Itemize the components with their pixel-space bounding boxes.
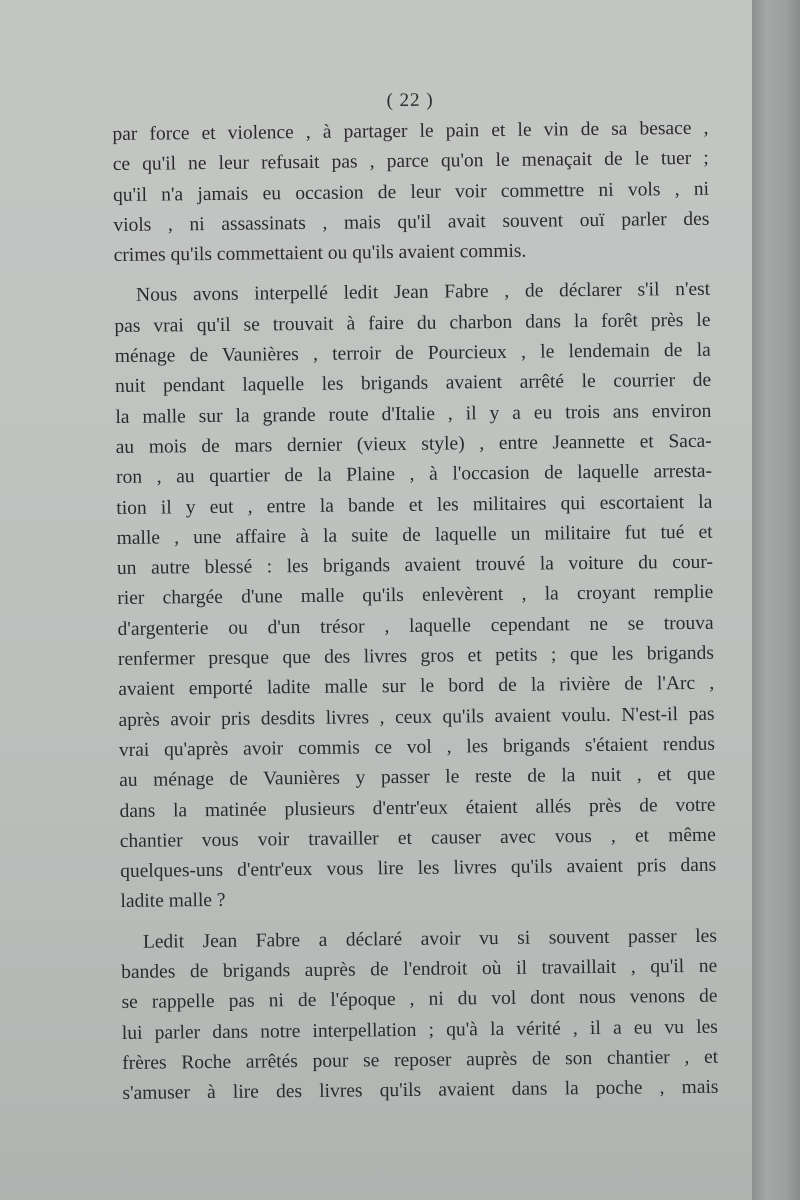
text-line: au ménage de Vaunières y passer le reste de la nuit , et que bbox=[119, 763, 716, 792]
paragraph-1 bbox=[112, 114, 710, 272]
text-line: se rappelle pas ni de l'époque , ni du vol dont nous venons de bbox=[121, 986, 718, 1014]
text-line: malle , une affaire à la suite de laquelle un militaire fut tué et bbox=[116, 521, 713, 549]
text-line: viols , ni assassinats , mais qu'il avait souvent ouï parler des bbox=[113, 208, 710, 236]
text-line: chantier vous voir travailler et causer avec vous , et même bbox=[119, 824, 716, 852]
text-line: tion il y eut , entre la bande et les militaires qui escortaient la bbox=[116, 491, 713, 519]
text-line: ménage de Vaunières , terroir de Pourcieux , le lendemain de la bbox=[114, 339, 711, 368]
text-line: quelques-uns d'entr'eux vous lire les livres qu'ils avaient pris dans bbox=[120, 854, 717, 883]
paragraph-2 bbox=[114, 275, 717, 917]
text-line: par force et violence , à partager le pain et le vin de sa besace , bbox=[112, 117, 709, 145]
text-line: bandes de brigands auprès de l'endroit où il travaillait , qu'il ne bbox=[121, 955, 718, 983]
text-line: d'argenterie ou d'un trésor , laquelle cependant ne se trouva bbox=[117, 612, 714, 640]
text-line: au mois de mars dernier (vieux style) , entre Jeannette et Saca- bbox=[115, 430, 712, 458]
text-line: ladite malle ? bbox=[120, 890, 226, 913]
text-line: crimes qu'ils commettaient ou qu'ils avaient commis. bbox=[113, 240, 527, 267]
text-line: nuit pendant laquelle les brigands avaient arrêté le courrier de bbox=[114, 370, 712, 398]
text-line: ce qu'il ne leur refusait pas , parce qu'on le menaçait de le tuer ; bbox=[112, 148, 709, 176]
text-line: avaient emporté ladite malle sur le bord de la rivière de l'Arc , bbox=[118, 673, 715, 701]
page-number: ( 22 ) bbox=[386, 89, 434, 112]
text-line: vrai qu'après avoir commis ce vol , les brigands s'étaient rendus bbox=[118, 733, 715, 761]
text-line: un autre blessé : les brigands avaient trouvé la voiture du cour- bbox=[116, 551, 714, 580]
paragraph-3 bbox=[121, 921, 719, 1109]
text-line: Ledit Jean Fabre a déclaré avoir vu si souvent passer les bbox=[142, 925, 717, 953]
text-line: renfermer presque que des livres gros et petits ; que les brigands bbox=[117, 642, 715, 671]
text-line: pas vrai qu'il se trouvait à faire du charbon dans la forêt près le bbox=[114, 309, 711, 337]
text-line: Nous avons interpellé ledit Jean Fabre , de déclarer s'il n'est bbox=[136, 279, 711, 307]
text-line: dans la matinée plusieurs d'entr'eux étaient allés près de votre bbox=[119, 794, 716, 822]
next-page-edge bbox=[752, 0, 800, 1200]
text-line: ron , au quartier de la Plaine , à l'occasion de laquelle arresta- bbox=[115, 461, 713, 489]
text-line: qu'il n'a jamais eu occasion de leur voir commettre ni vols , ni bbox=[112, 178, 710, 206]
page-text bbox=[112, 86, 719, 1110]
text-line: lui parler dans notre interpellation ; qu'à la vérité , il a eu vu les bbox=[121, 1016, 718, 1044]
text-line: la malle sur la grande route d'Italie , il y a eu trois ans environ bbox=[115, 400, 712, 428]
text-line: s'amuser à lire des livres qu'ils avaient dans la poche , mais bbox=[122, 1076, 719, 1105]
text-line: rier chargée d'une malle qu'ils enlevèrent , la croyant remplie bbox=[117, 582, 714, 610]
text-line: après avoir pris desdits livres , ceux qu'ils avaient voulu. N'est-il pas bbox=[118, 703, 715, 731]
text-line: frères Roche arrêtés pour se reposer auprès de son chantier , et bbox=[122, 1046, 719, 1074]
